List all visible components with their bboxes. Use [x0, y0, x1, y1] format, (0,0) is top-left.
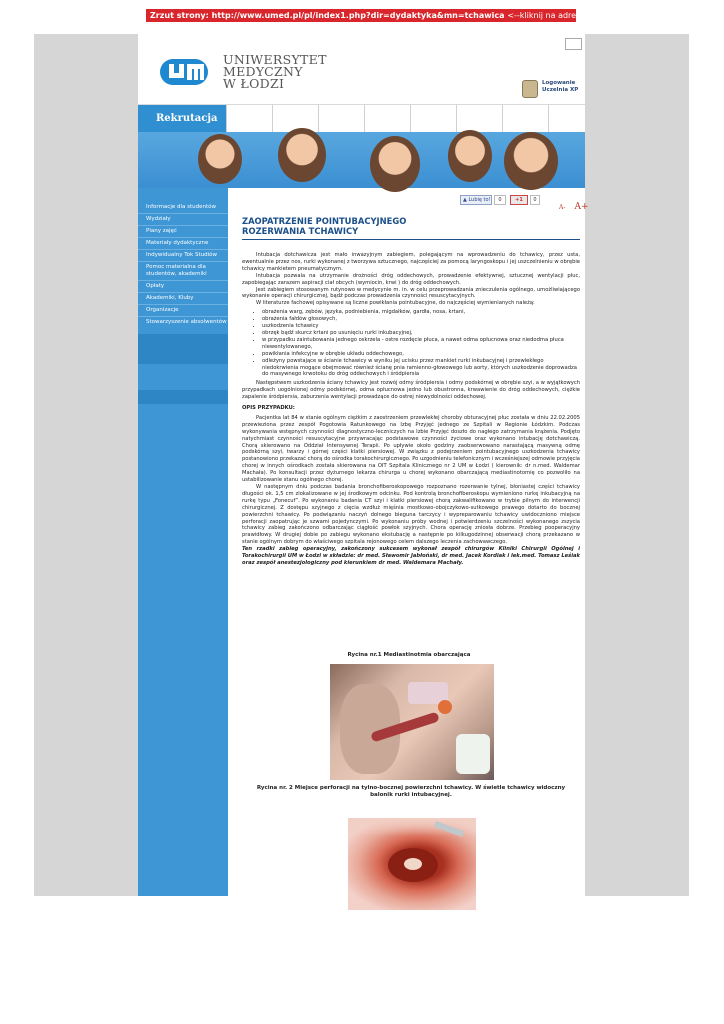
paragraph: Pacjentka lat 84 w stanie ogólnym ciężkim z zaostrzeniem przewlekłej choroby obturacyjnej płuc została w dniu 22.02.2005 przewieziona przez zespół Pogotowia Ratunkowego na Izbę Przyjęć jednego ze Szpitali w Regionie Łódzkim. Podczas wykonywania wstępnych czynności diagnostyczno-leczniczych na Izbie Przyjęć doszło do nagłego zatrzymania krążenia. Podjęto natychmiast czynności resuscytacyjne przywracając podstawowe czynności życiowe oraz wykonano intubację dotchawiczą. Chorą skierowano na Oddział Intensywnej Terapii. Po upływie około godziny zaobserwowano narastającą masywną odmę podskórną szyi, twarzy i górnej części klatki piersiowej. W związku z podejrzeniem pointubacyjnego uszkodzenia tchawicy postanowiono przekazać chorą do ośrodka torakochirurgicznego. Po uzgodnieniu telefonicznym i wcześniejszej odmowie przyjęcia chorej w innych ośrodkach została skierowana na OIT Szpitala Klinicznego nr 2 UM w Łodzi ( kierownik: dr n.med. Waldemar Machała). Po konsultacji przez dyżurnego lekarza chirurga u chorej wykonano obarczającą mediastinotomię co pozwoliło na ustabilizowanie stanu ogólnego chorej.	[242, 414, 580, 484]
logo-line: MEDYCZNY	[223, 64, 303, 79]
login-label: Logowanie	[542, 80, 576, 86]
paragraph: Intubacja pozwala na utrzymanie drożności dróg oddechowych, prowadzenie efektywnej, sztucznej wentylacji płuc, zapobiegając zarazem aspiracji ciał obcych (wymiocin, krwi ) do dróg oddechowych.	[242, 272, 580, 286]
list-item: • w przypadku zaintubowania jednego oskrzela - ostre rozdęcie płuca, a nawet odma opłucnowa oraz niedodma płuca niewentylowanego,	[262, 337, 580, 351]
student-photo	[448, 130, 492, 182]
page-frame	[138, 34, 589, 896]
facebook-like-label: Lubię to!	[468, 197, 491, 203]
list-item: • powikłania infekcyjne w obrębie układu oddechowego,	[262, 351, 580, 358]
logo-line: W ŁODZI	[223, 76, 285, 91]
sidebar-item-pomoc[interactable]: Pomoc materialna dla studentów, akademiki	[146, 264, 207, 277]
students-banner	[138, 132, 585, 188]
font-smaller-button[interactable]: A-	[559, 204, 566, 211]
paragraph: Intubacja dotchawicza jest mało inwazyjnym zabiegiem, polegającym na wprowadzeniu do tchawicy, przez usta, ewentualnie przez nos, rurki wykonanej z tworzywa sztucznego, najczęściej za pomocą laryngoskopu i jej uszczelnieniu w obrębie tchawicy mankietem pneumatycznym.	[242, 252, 580, 272]
nav-slot[interactable]	[318, 105, 364, 133]
nav-rekrutacja[interactable]: Rekrutacja	[138, 105, 226, 133]
sidebar-item-wydzialy[interactable]: Wydziały	[146, 216, 171, 222]
facebook-like-count: 0	[494, 195, 506, 205]
nav-slot[interactable]	[502, 105, 548, 133]
case-subheading: OPIS PRZYPADKU:	[242, 405, 295, 412]
nav-slot[interactable]	[410, 105, 456, 133]
title-line: ZAOPATRZENIE POINTUBACYJNEGO	[242, 216, 407, 226]
sidebar-item-informacje[interactable]: Informacje dla studentów	[146, 204, 217, 210]
click-hint: <--kliknij na adresie	[507, 11, 588, 20]
list-item: • obrażenia warg, zębów, języka, podniebienia, migdałków, gardła, nosa, krtani,	[262, 309, 580, 316]
paragraph: Następstwem uszkodzenia ściany tchawicy jest rozwój odmy śródpiersia i odmy podskórnej w obrębie szyi, a w wyjątkowych przypadkach uogólnionej odmy podskórnej, odma opłucnowa jedno lub obustronna, krwawienie do dróg oddechowych, ciężkie zapalenie śródpiersia, zaburzenia wentylacji prowadzące do ostrej niewydolności oddechowej.	[242, 380, 580, 401]
student-photo	[504, 132, 558, 190]
paragraph: W literaturze fachowej opisywane są liczne powikłania pointubacyjne, do najczęściej wymienianych należą:	[256, 300, 535, 307]
corner-button[interactable]	[565, 38, 582, 50]
logo-line: UNIWERSYTET	[223, 52, 327, 67]
article-title	[242, 216, 580, 240]
paragraph: Jest zabiegiem stosowanym rutynowo w medycynie m. in. w celu przeprowadzania znieczulenia ogólnego, umożliwiającego wykonanie operacji chirurgicznej, bądź podczas prowadzenia czynności resuscytacyjnych.	[242, 286, 580, 300]
nav-slot[interactable]	[226, 105, 272, 133]
font-size-controls	[559, 194, 589, 213]
screenshot-url-bar[interactable]	[146, 9, 588, 22]
list-item: • uszkodzenia tchawicy	[262, 323, 580, 330]
main-content	[234, 188, 589, 896]
sidebar-band	[138, 390, 228, 404]
sidebar-menu	[138, 188, 228, 896]
title-line: ROZERWANIA TCHAWICY	[242, 226, 359, 236]
nav-slot[interactable]	[456, 105, 502, 133]
nav-slot[interactable]	[364, 105, 410, 133]
paragraph: W następnym dniu podczas badania bronchofiberoskopowego rozpoznano rozerwanie tylnej, błoniastej części tchawicy długości ok. 1,5 cm zlokalizowane w jej środkowym odcinku. Pod kontrolą bronchofiberoskopu wymieniono rurkę inkubacyjną na rurkę typu „Fonecuf”. Po wykonaniu badania CT szyi i klatki piersiowej chorą zakwalifikowano w trybie pilnym do interwencji chirurgicznej. Z dostępu szyjnego z cięcia wzdłuż mięśnia mostkowo-obojczykowo-sutkowego prawego dotarto do bocznej powierzchni tchawicy. Po podwiązaniu naczyń dolnego bieguna tarczycy i wypreparowaniu tchawicy uwidoczniono miejsce perforacji zaopatrując je szwami pojedynczymi. Po wykonaniu próby wodnej i potwierdzeniu szczelności wykonanego zszycia tchawicy zabieg zakończono odbarczając ciągłość powłok szyjnych. Chora operację zniosła dobrze. Przebieg pooperacyjny prawidłowy. W drugiej dobie po zabiegu wykonano ekstubację a następnie po kilkugodzinnej obserwacji chorą przekazano w stanie ogólnym dobrym do właściwego szpitala rejonowego celem dalszego leczenia zachowawczego.	[242, 484, 580, 546]
login-sublabel: Uczelnia XP	[542, 87, 579, 93]
figure-2-photo	[348, 818, 476, 910]
student-photo	[198, 134, 242, 184]
font-larger-button[interactable]: A+	[574, 202, 589, 212]
url-prefix: Zrzut strony:	[150, 11, 209, 20]
google-plus-button[interactable]: +1	[510, 195, 528, 205]
site-header	[138, 34, 585, 104]
list-item: • obrzęk bądź skurcz krtani po usunięciu rurki inkubacyjnej,	[262, 330, 580, 337]
figure-1-caption: Rycina nr.1 Mediastinotmia obarczająca	[347, 652, 471, 658]
login-icon	[522, 80, 538, 98]
sidebar-item-organizacje[interactable]: Organizacje	[146, 307, 179, 313]
figure-2-caption: Rycina nr. 2 Miejsce perforacji na tylno-bocznej powierzchni tchawicy. W świetle tchawicy widoczny balonik rurki intubacyjnej.	[256, 785, 566, 798]
surgical-team-credit: Ten rzadki zabieg operacyjny, zakończony sukcesem wykonał zespół chirurgów Kliniki Chirurgii Ogólnej i Torakochirurgii UM w Łodzi w składzie: dr med. Sławomir Jabłoński, dr med. Jacek Kordiak i lek.med. Tomasz Leśiak oraz zespół anestezjologiczny pod kierunkiem dr med. Waldemara Machały.	[242, 546, 580, 566]
university-logo-icon[interactable]	[160, 55, 208, 87]
article-body	[242, 252, 580, 567]
list-item: • odleżyny powstające w ścianie tchawicy w wyniku jej ucisku przez mankiet rurki inkubacyjnej i przewlekłego niedokrwienia mogące obejmować również ścianę pnia ramienno-głowowego lub aorty, których uszkodzenie doprowadza do masywnego krwotoku do dróg oddechowych i śródpiersia	[262, 358, 580, 379]
url-link[interactable]: http://www.umed.pl/pl/index1.php?dir=dydaktyka&mn=tchawica	[211, 11, 505, 20]
sidebar-item-oplaty[interactable]: Opłaty	[146, 283, 165, 289]
sidebar-band	[138, 334, 228, 364]
sidebar-item-its[interactable]: Indywidualny Tok Studiów	[146, 252, 217, 258]
sidebar-item-stowarzyszenie[interactable]: Stowarzyszenie absolwentów	[146, 319, 227, 325]
sidebar-item-akademiki[interactable]: Akademiki, Kluby	[146, 295, 194, 301]
complications-list	[256, 309, 580, 378]
list-item: • obrażenia fałdów głosowych,	[262, 316, 580, 323]
student-photo	[370, 136, 420, 192]
google-plus-count: 0	[530, 195, 540, 205]
sidebar-item-plany[interactable]: Plany zajęć	[146, 228, 177, 234]
university-name[interactable]	[223, 54, 327, 90]
sidebar-item-materialy[interactable]: Materiały dydaktyczne	[146, 240, 209, 246]
facebook-like-button[interactable]	[460, 195, 492, 205]
nav-slot[interactable]	[548, 105, 585, 133]
figure-1-photo	[330, 664, 494, 780]
student-photo	[278, 128, 326, 182]
main-nav	[138, 104, 585, 132]
thumb-up-icon: ▲	[463, 197, 467, 203]
login-link[interactable]	[522, 80, 582, 100]
